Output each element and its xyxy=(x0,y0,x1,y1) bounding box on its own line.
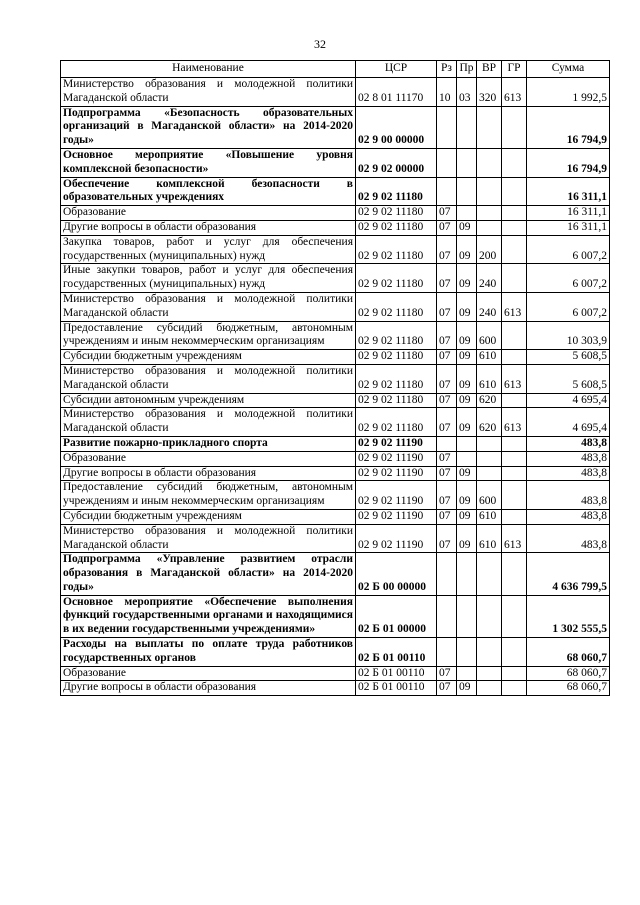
cell-pr: 09 xyxy=(457,681,477,696)
table-row xyxy=(61,321,610,350)
cell-gr xyxy=(502,235,527,264)
cell-gr xyxy=(502,595,527,637)
cell-vr xyxy=(477,206,502,221)
page-number: 32 xyxy=(314,37,326,51)
cell-gr xyxy=(502,148,527,177)
cell-name: Другие вопросы в области образования xyxy=(61,681,356,696)
cell-csr: 02 9 02 11190 xyxy=(356,466,437,481)
cell-gr xyxy=(502,681,527,696)
cell-pr xyxy=(457,206,477,221)
table-row xyxy=(61,553,610,595)
table-row xyxy=(61,177,610,206)
cell-csr: 02 9 02 11180 xyxy=(356,364,437,393)
cell-gr xyxy=(502,350,527,365)
cell-pr: 09 xyxy=(457,408,477,437)
cell-pr: 09 xyxy=(457,350,477,365)
cell-pr: 09 xyxy=(457,466,477,481)
cell-pr: 03 xyxy=(457,78,477,107)
cell-vr: 610 xyxy=(477,509,502,524)
cell-sum: 16 311,1 xyxy=(527,177,610,206)
cell-gr xyxy=(502,264,527,293)
cell-rz: 07 xyxy=(437,220,457,235)
table-row xyxy=(61,364,610,393)
cell-vr xyxy=(477,220,502,235)
cell-rz: 07 xyxy=(437,408,457,437)
cell-name: Обеспечение комплексной безопасности в образовательных учреждениях xyxy=(61,177,356,206)
cell-sum: 1 992,5 xyxy=(527,78,610,107)
cell-rz: 07 xyxy=(437,666,457,681)
cell-rz xyxy=(437,177,457,206)
cell-gr: 613 xyxy=(502,364,527,393)
cell-pr xyxy=(457,451,477,466)
table-row xyxy=(61,524,610,553)
cell-name: Министерство образования и молодежной политики Магаданской области xyxy=(61,78,356,107)
cell-sum: 6 007,2 xyxy=(527,292,610,321)
cell-rz: 07 xyxy=(437,481,457,510)
table-header-row xyxy=(61,61,610,78)
cell-vr xyxy=(477,436,502,451)
cell-gr xyxy=(502,638,527,667)
cell-gr xyxy=(502,509,527,524)
cell-csr: 02 9 02 11180 xyxy=(356,264,437,293)
cell-csr: 02 Б 01 00110 xyxy=(356,638,437,667)
cell-name: Субсидии автономным учреждениям xyxy=(61,393,356,408)
cell-pr xyxy=(457,177,477,206)
cell-vr: 320 xyxy=(477,78,502,107)
table-row xyxy=(61,350,610,365)
cell-pr: 09 xyxy=(457,393,477,408)
cell-pr xyxy=(457,638,477,667)
cell-sum: 6 007,2 xyxy=(527,235,610,264)
cell-rz xyxy=(437,553,457,595)
cell-rz: 07 xyxy=(437,321,457,350)
cell-sum: 4 636 799,5 xyxy=(527,553,610,595)
table-row xyxy=(61,466,610,481)
cell-gr: 613 xyxy=(502,524,527,553)
cell-pr: 09 xyxy=(457,264,477,293)
cell-csr: 02 9 02 11190 xyxy=(356,509,437,524)
cell-vr: 610 xyxy=(477,524,502,553)
cell-vr xyxy=(477,595,502,637)
table-row xyxy=(61,220,610,235)
cell-sum: 483,8 xyxy=(527,466,610,481)
cell-sum: 483,8 xyxy=(527,524,610,553)
header-sum: Сумма xyxy=(527,61,610,78)
cell-sum: 68 060,7 xyxy=(527,638,610,667)
cell-sum: 68 060,7 xyxy=(527,666,610,681)
cell-sum: 16 311,1 xyxy=(527,206,610,221)
cell-vr xyxy=(477,666,502,681)
cell-csr: 02 9 02 11190 xyxy=(356,451,437,466)
cell-csr: 02 9 02 11180 xyxy=(356,321,437,350)
cell-pr: 09 xyxy=(457,524,477,553)
cell-vr: 610 xyxy=(477,364,502,393)
table-row xyxy=(61,436,610,451)
cell-name: Субсидии бюджетным учреждениям xyxy=(61,350,356,365)
cell-gr xyxy=(502,481,527,510)
table-row xyxy=(61,681,610,696)
cell-vr xyxy=(477,681,502,696)
cell-csr: 02 9 02 11180 xyxy=(356,350,437,365)
cell-rz: 07 xyxy=(437,235,457,264)
cell-vr xyxy=(477,466,502,481)
cell-rz xyxy=(437,106,457,148)
cell-gr: 613 xyxy=(502,78,527,107)
cell-rz xyxy=(437,595,457,637)
cell-vr: 200 xyxy=(477,235,502,264)
table-row xyxy=(61,393,610,408)
cell-gr xyxy=(502,321,527,350)
cell-name: Другие вопросы в области образования xyxy=(61,220,356,235)
table-row xyxy=(61,78,610,107)
cell-vr: 240 xyxy=(477,264,502,293)
cell-sum: 4 695,4 xyxy=(527,408,610,437)
cell-sum: 483,8 xyxy=(527,436,610,451)
header-csr: ЦСР xyxy=(356,61,437,78)
cell-csr: 02 Б 01 00110 xyxy=(356,666,437,681)
header-pr: Пр xyxy=(457,61,477,78)
cell-name: Основное мероприятие «Обеспечение выполнения функций государственными органами и находящимися в их ведении государственными учреждениями» xyxy=(61,595,356,637)
cell-csr: 02 Б 00 00000 xyxy=(356,553,437,595)
cell-sum: 10 303,9 xyxy=(527,321,610,350)
cell-name: Расходы на выплаты по оплате труда работников государственных органов xyxy=(61,638,356,667)
cell-pr xyxy=(457,666,477,681)
cell-sum: 16 794,9 xyxy=(527,106,610,148)
cell-name: Министерство образования и молодежной политики Магаданской области xyxy=(61,292,356,321)
cell-sum: 483,8 xyxy=(527,481,610,510)
cell-gr xyxy=(502,206,527,221)
cell-rz: 07 xyxy=(437,681,457,696)
table-row xyxy=(61,292,610,321)
cell-csr: 02 9 02 00000 xyxy=(356,148,437,177)
cell-name: Основное мероприятие «Повышение уровня комплексной безопасности» xyxy=(61,148,356,177)
cell-rz: 07 xyxy=(437,509,457,524)
cell-vr xyxy=(477,638,502,667)
cell-pr: 09 xyxy=(457,481,477,510)
cell-csr: 02 9 02 11190 xyxy=(356,524,437,553)
cell-vr xyxy=(477,148,502,177)
cell-rz: 07 xyxy=(437,292,457,321)
cell-pr xyxy=(457,553,477,595)
table-row xyxy=(61,666,610,681)
cell-sum: 16 311,1 xyxy=(527,220,610,235)
cell-csr: 02 9 02 11180 xyxy=(356,220,437,235)
table-row xyxy=(61,481,610,510)
cell-sum: 1 302 555,5 xyxy=(527,595,610,637)
cell-name: Другие вопросы в области образования xyxy=(61,466,356,481)
cell-vr: 240 xyxy=(477,292,502,321)
cell-rz xyxy=(437,148,457,177)
cell-csr: 02 9 02 11180 xyxy=(356,206,437,221)
cell-vr: 620 xyxy=(477,393,502,408)
cell-rz: 10 xyxy=(437,78,457,107)
cell-sum: 5 608,5 xyxy=(527,350,610,365)
cell-gr xyxy=(502,451,527,466)
cell-name: Подпрограмма «Безопасность образовательных организаций в Магаданской области» на 2014-2020 годы» xyxy=(61,106,356,148)
cell-vr xyxy=(477,177,502,206)
cell-sum: 6 007,2 xyxy=(527,264,610,293)
cell-pr: 09 xyxy=(457,364,477,393)
cell-pr xyxy=(457,436,477,451)
cell-sum: 4 695,4 xyxy=(527,393,610,408)
table-row xyxy=(61,408,610,437)
cell-name: Образование xyxy=(61,451,356,466)
cell-name: Министерство образования и молодежной политики Магаданской области xyxy=(61,408,356,437)
cell-name: Иные закупки товаров, работ и услуг для обеспечения государственных (муниципальных) нужд xyxy=(61,264,356,293)
cell-vr: 620 xyxy=(477,408,502,437)
cell-gr: 613 xyxy=(502,408,527,437)
cell-rz: 07 xyxy=(437,206,457,221)
cell-gr xyxy=(502,220,527,235)
cell-sum: 16 794,9 xyxy=(527,148,610,177)
cell-gr xyxy=(502,553,527,595)
cell-csr: 02 9 02 11180 xyxy=(356,393,437,408)
cell-gr xyxy=(502,106,527,148)
cell-csr: 02 9 02 11180 xyxy=(356,177,437,206)
cell-sum: 483,8 xyxy=(527,451,610,466)
cell-gr xyxy=(502,436,527,451)
cell-name: Развитие пожарно-прикладного спорта xyxy=(61,436,356,451)
cell-rz: 07 xyxy=(437,393,457,408)
cell-vr xyxy=(477,553,502,595)
table-row xyxy=(61,106,610,148)
cell-vr: 610 xyxy=(477,350,502,365)
cell-vr: 600 xyxy=(477,321,502,350)
cell-gr xyxy=(502,177,527,206)
cell-csr: 02 9 02 11180 xyxy=(356,408,437,437)
cell-name: Предоставление субсидий бюджетным, автономным учреждениям и иным некоммерческим организациям xyxy=(61,481,356,510)
cell-name: Образование xyxy=(61,206,356,221)
cell-gr xyxy=(502,393,527,408)
cell-rz: 07 xyxy=(437,350,457,365)
cell-pr: 09 xyxy=(457,235,477,264)
cell-gr xyxy=(502,466,527,481)
table-body xyxy=(61,78,610,696)
cell-name: Закупка товаров, работ и услуг для обеспечения государственных (муниципальных) нужд xyxy=(61,235,356,264)
cell-pr: 09 xyxy=(457,509,477,524)
cell-rz xyxy=(437,436,457,451)
cell-rz: 07 xyxy=(437,524,457,553)
header-rz: Рз xyxy=(437,61,457,78)
header-name: Наименование xyxy=(61,61,356,78)
header-gr: ГР xyxy=(502,61,527,78)
cell-csr: 02 9 02 11190 xyxy=(356,481,437,510)
cell-name: Подпрограмма «Управление развитием отрасли образования в Магаданской области» на 2014-2020 годы» xyxy=(61,553,356,595)
cell-csr: 02 Б 01 00110 xyxy=(356,681,437,696)
cell-vr: 600 xyxy=(477,481,502,510)
cell-vr xyxy=(477,451,502,466)
cell-vr xyxy=(477,106,502,148)
cell-gr xyxy=(502,666,527,681)
cell-csr: 02 Б 01 00000 xyxy=(356,595,437,637)
cell-name: Образование xyxy=(61,666,356,681)
table-row xyxy=(61,264,610,293)
cell-sum: 483,8 xyxy=(527,509,610,524)
cell-rz: 07 xyxy=(437,451,457,466)
table-row xyxy=(61,509,610,524)
cell-pr: 09 xyxy=(457,292,477,321)
cell-csr: 02 9 02 11190 xyxy=(356,436,437,451)
cell-rz xyxy=(437,638,457,667)
table-row xyxy=(61,148,610,177)
cell-gr: 613 xyxy=(502,292,527,321)
cell-name: Министерство образования и молодежной политики Магаданской области xyxy=(61,364,356,393)
cell-rz: 07 xyxy=(437,364,457,393)
cell-csr: 02 9 02 11180 xyxy=(356,235,437,264)
table-row xyxy=(61,235,610,264)
cell-pr xyxy=(457,595,477,637)
cell-pr: 09 xyxy=(457,220,477,235)
header-vr: ВР xyxy=(477,61,502,78)
cell-csr: 02 8 01 11170 xyxy=(356,78,437,107)
table-row xyxy=(61,451,610,466)
budget-table xyxy=(60,60,610,696)
cell-pr xyxy=(457,148,477,177)
table-row xyxy=(61,206,610,221)
cell-sum: 5 608,5 xyxy=(527,364,610,393)
cell-csr: 02 9 00 00000 xyxy=(356,106,437,148)
table-row xyxy=(61,595,610,637)
cell-name: Субсидии бюджетным учреждениям xyxy=(61,509,356,524)
cell-rz: 07 xyxy=(437,264,457,293)
table-row xyxy=(61,638,610,667)
cell-pr: 09 xyxy=(457,321,477,350)
cell-rz: 07 xyxy=(437,466,457,481)
cell-name: Министерство образования и молодежной политики Магаданской области xyxy=(61,524,356,553)
cell-pr xyxy=(457,106,477,148)
cell-sum: 68 060,7 xyxy=(527,681,610,696)
cell-name: Предоставление субсидий бюджетным, автономным учреждениям и иным некоммерческим организациям xyxy=(61,321,356,350)
cell-csr: 02 9 02 11180 xyxy=(356,292,437,321)
